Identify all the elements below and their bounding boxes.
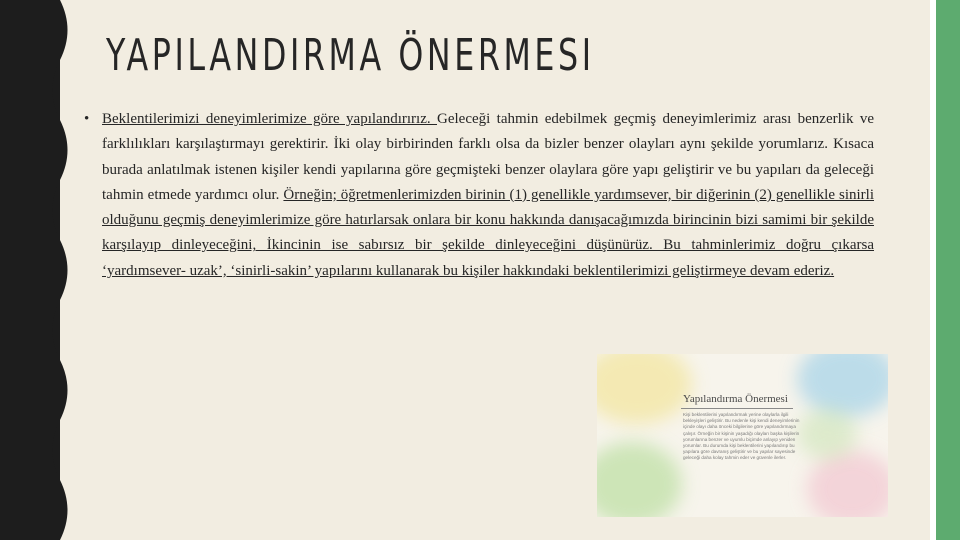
paragraph-intro: Beklentilerimizi deneyimlerimize göre yapılandırırız. — [102, 111, 437, 127]
wavy-edge-decoration — [48, 0, 78, 540]
inset-body-text: Kişi beklentilerini yapılandırmak yerine olaylarla ilgili bekleyişleri geliştirir. Bu nedenle kişi kendi deneyimlerinin içinde olayı daha önceki bilgilerine göre yapılandırmaya çalışır. Örneğin bir kişinin yaşadığı olayları başka kişilerin yorumlarına benzer ve uyumlu biçimde anlayıp yeniden yorumlar. Bu durumda kişi beklentilerini yapılandırıp bu yapılara göre davranış geliştirir ve bu yapılar sayesinde geleceği daha kolay tahmin eder ve güvenle ilerler. — [683, 412, 800, 461]
paragraph-main: Geleceği tahmin edebilmek geçmiş deneyimlerimiz arası benzerlik ve farklılıkları karşılaştırmayı gerektirir. İki olay birbirinden farklı olsa da bizler benzer olayları aynı şekilde yorumlarız. Kısaca burada anlatılmak istenen kişiler kendi yapılarına göre geçmişteki benzer olaylara göre yapı geliştirir ve bu yapıları da geleceği tahmin etmede yardımcı olur. — [102, 111, 874, 203]
slide-title: YAPILANDIRMA ÖNERMESI — [106, 30, 595, 81]
bullet-item — [84, 107, 874, 284]
paragraph-example: Örneğin; öğretmenlerimizden birinin (1) genellikle yardımsever, bir diğerinin (2) genellikle sinirli olduğunu geçmiş deneyimlerimize göre hatırlarsak onlara bir konu hakkında danışacağımızda birincinin bizi samimi bir şekilde karşılayıp dinleyeceğini, İkincinin ise sabırsız bir şekilde dinleyeceğini düşünürüz. Bu tahminlerimiz doğru çıkarsa ‘yardımsever- uzak’, ‘sinirli-sakin’ yapılarını kullanarak bu kişiler hakkındaki beklentilerimizi geliştirmeye devam ederiz. — [102, 186, 874, 279]
bullet-glyph: • — [84, 111, 90, 127]
inset-image — [597, 354, 888, 517]
body-paragraph — [102, 107, 874, 284]
slide-body — [84, 107, 874, 284]
inset-divider — [681, 408, 793, 409]
right-accent-band — [936, 0, 960, 540]
inset-title: Yapılandırma Önermesi — [683, 393, 788, 405]
